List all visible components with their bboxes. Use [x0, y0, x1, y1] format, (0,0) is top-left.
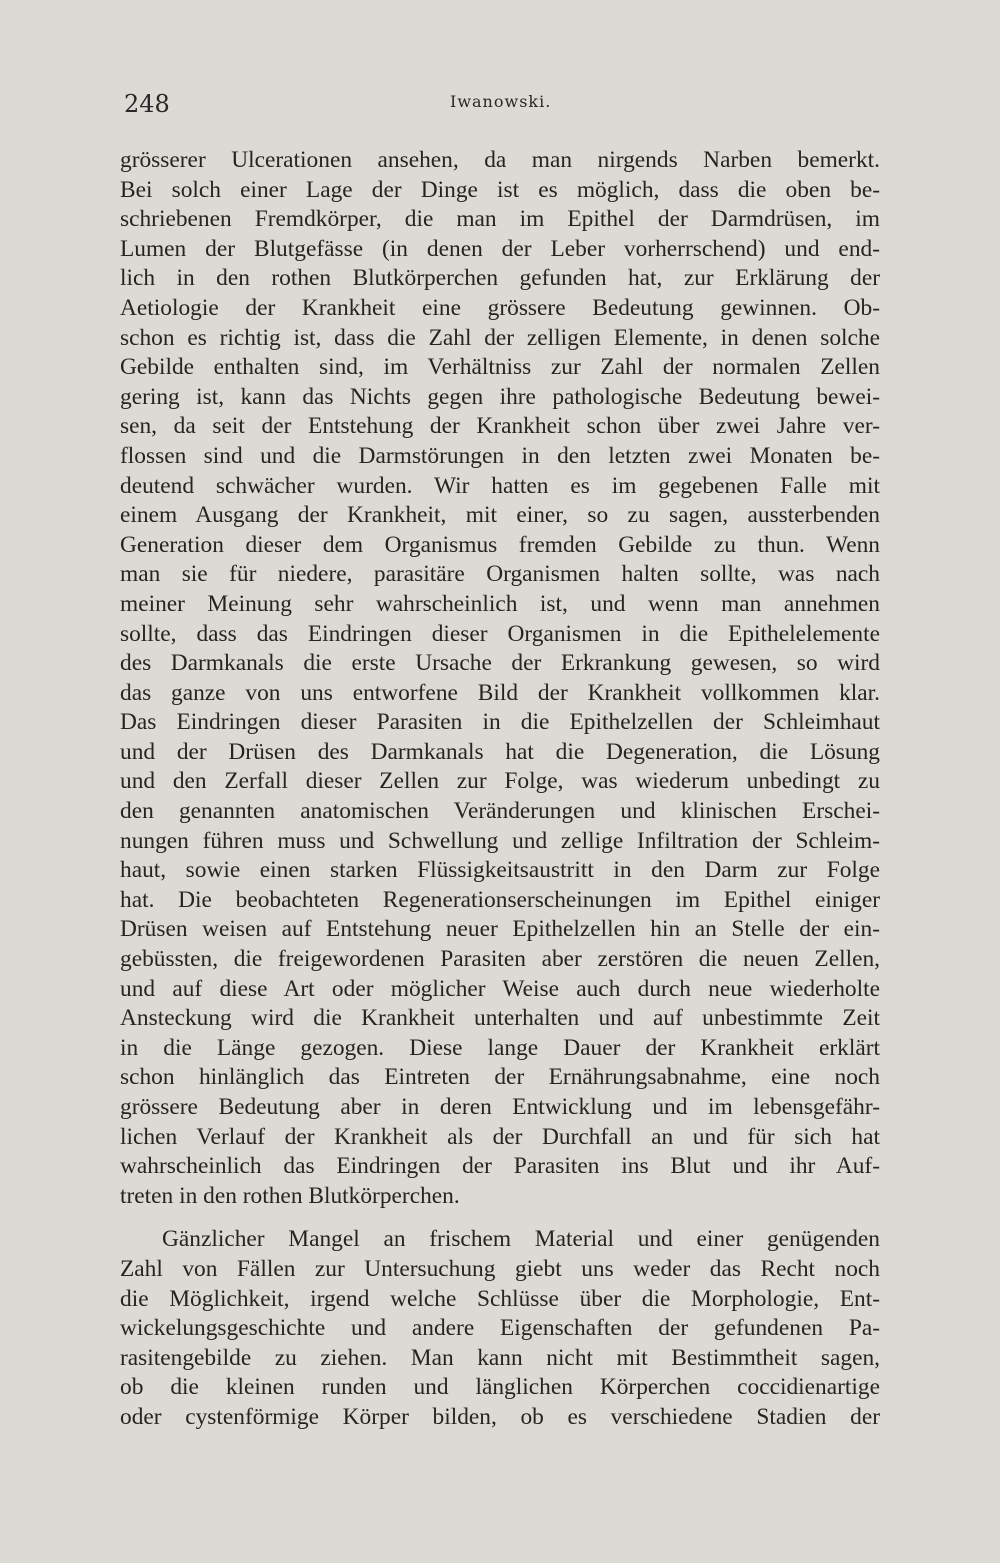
text-line: und auf diese Art oder möglicher Weise auch durch neue wiederholte	[120, 975, 880, 1002]
text-line: Zahl von Fällen zur Untersuchung giebt uns weder das Recht noch	[120, 1255, 880, 1282]
paragraph-2	[120, 1225, 880, 1432]
text-line: sen, da seit der Entstehung der Krankheit schon über zwei Jahre ver-	[120, 413, 880, 440]
paragraph-gap	[120, 1211, 880, 1225]
text-line: flossen sind und die Darmstörungen in den letzten zwei Monaten be-	[120, 442, 880, 469]
text-line: und den Zerfall dieser Zellen zur Folge, was wiederum unbedingt zu	[120, 768, 880, 795]
text-line: Gänzlicher Mangel an frischem Material und einer genügenden	[162, 1226, 880, 1253]
text-line: meiner Meinung sehr wahrscheinlich ist, und wenn man annehmen	[120, 590, 880, 617]
page-number: 248	[124, 90, 170, 118]
text-line: gebüssten, die freigewordenen Parasiten aber zerstören die neuen Zellen,	[120, 946, 880, 973]
paragraph-1	[120, 146, 880, 1211]
text-line: treten in den rothen Blutkörperchen.	[120, 1182, 460, 1209]
text-line: Ansteckung wird die Krankheit unterhalten und auf unbestimmte Zeit	[120, 1005, 880, 1032]
text-line: lich in den rothen Blutkörperchen gefunden hat, zur Erklärung der	[120, 265, 880, 292]
text-line: und der Drüsen des Darmkanals hat die Degeneration, die Lösung	[120, 738, 880, 765]
text-line: die Möglichkeit, irgend welche Schlüsse über die Morphologie, Ent-	[120, 1285, 880, 1312]
text-line: schon es richtig ist, dass die Zahl der zelligen Elemente, in denen solche	[120, 324, 880, 351]
text-line: nungen führen muss und Schwellung und zellige Infiltration der Schleim-	[120, 827, 880, 854]
text-line: sollte, dass das Eindringen dieser Organismen in die Epithelelemente	[120, 620, 880, 647]
text-line: Bei solch einer Lage der Dinge ist es möglich, dass die oben be-	[120, 176, 880, 203]
text-line: haut, sowie einen starken Flüssigkeitsaustritt in den Darm zur Folge	[120, 857, 880, 884]
text-line: das ganze von uns entworfene Bild der Krankheit vollkommen klar.	[120, 679, 880, 706]
text-line: gering ist, kann das Nichts gegen ihre pathologische Bedeutung bewei-	[120, 383, 880, 410]
text-line: hat. Die beobachteten Regenerationserscheinungen im Epithel einiger	[120, 886, 880, 913]
text-line: Aetiologie der Krankheit eine grössere Bedeutung gewinnen. Ob-	[120, 294, 880, 321]
text-line: Gebilde enthalten sind, im Verhältniss zur Zahl der normalen Zellen	[120, 354, 880, 381]
text-line: schon hinlänglich das Eintreten der Ernährungsabnahme, eine noch	[120, 1064, 880, 1091]
text-line: schriebenen Fremdkörper, die man im Epithel der Darmdrüsen, im	[120, 206, 880, 233]
text-line: grössere Bedeutung aber in deren Entwicklung und im lebensgefähr-	[120, 1094, 880, 1120]
text-line: grösserer Ulcerationen ansehen, da man nirgends Narben bemerkt.	[120, 147, 880, 173]
text-line: wickelungsgeschichte und andere Eigenschaften der gefundenen Pa-	[120, 1315, 880, 1342]
body-text	[120, 146, 880, 1433]
text-line: Generation dieser dem Organismus fremden Gebilde zu thun. Wenn	[120, 531, 880, 558]
text-line: den genannten anatomischen Veränderungen und klinischen Erschei-	[120, 798, 880, 825]
text-line: Lumen der Blutgefässe (in denen der Leber vorherrschend) und end-	[120, 235, 880, 262]
text-line: in die Länge gezogen. Diese lange Dauer der Krankheit erklärt	[120, 1034, 880, 1061]
running-title: Iwanowski.	[450, 92, 552, 111]
text-line: einem Ausgang der Krankheit, mit einer, so zu sagen, aussterbenden	[120, 502, 880, 529]
text-line: ob die kleinen runden und länglichen Körperchen coccidienartige	[120, 1374, 880, 1401]
text-line: deutend schwächer wurden. Wir hatten es im gegebenen Falle mit	[120, 472, 880, 499]
text-line: Das Eindringen dieser Parasiten in die Epithelzellen der Schleimhaut	[120, 709, 880, 736]
text-line: des Darmkanals die erste Ursache der Erkrankung gewesen, so wird	[120, 650, 880, 677]
text-line: man sie für niedere, parasitäre Organismen halten sollte, was nach	[120, 561, 880, 588]
running-head	[120, 86, 880, 122]
text-line: lichen Verlauf der Krankheit als der Durchfall an und für sich hat	[120, 1123, 880, 1150]
text-line: rasitengebilde zu ziehen. Man kann nicht mit Bestimmtheit sagen,	[120, 1344, 880, 1371]
text-line: Drüsen weisen auf Entstehung neuer Epithelzellen hin an Stelle der ein-	[120, 916, 880, 943]
text-line: oder cystenförmige Körper bilden, ob es verschiedene Stadien der	[120, 1403, 880, 1430]
text-line: wahrscheinlich das Eindringen der Parasiten ins Blut und ihr Auf-	[120, 1153, 880, 1180]
